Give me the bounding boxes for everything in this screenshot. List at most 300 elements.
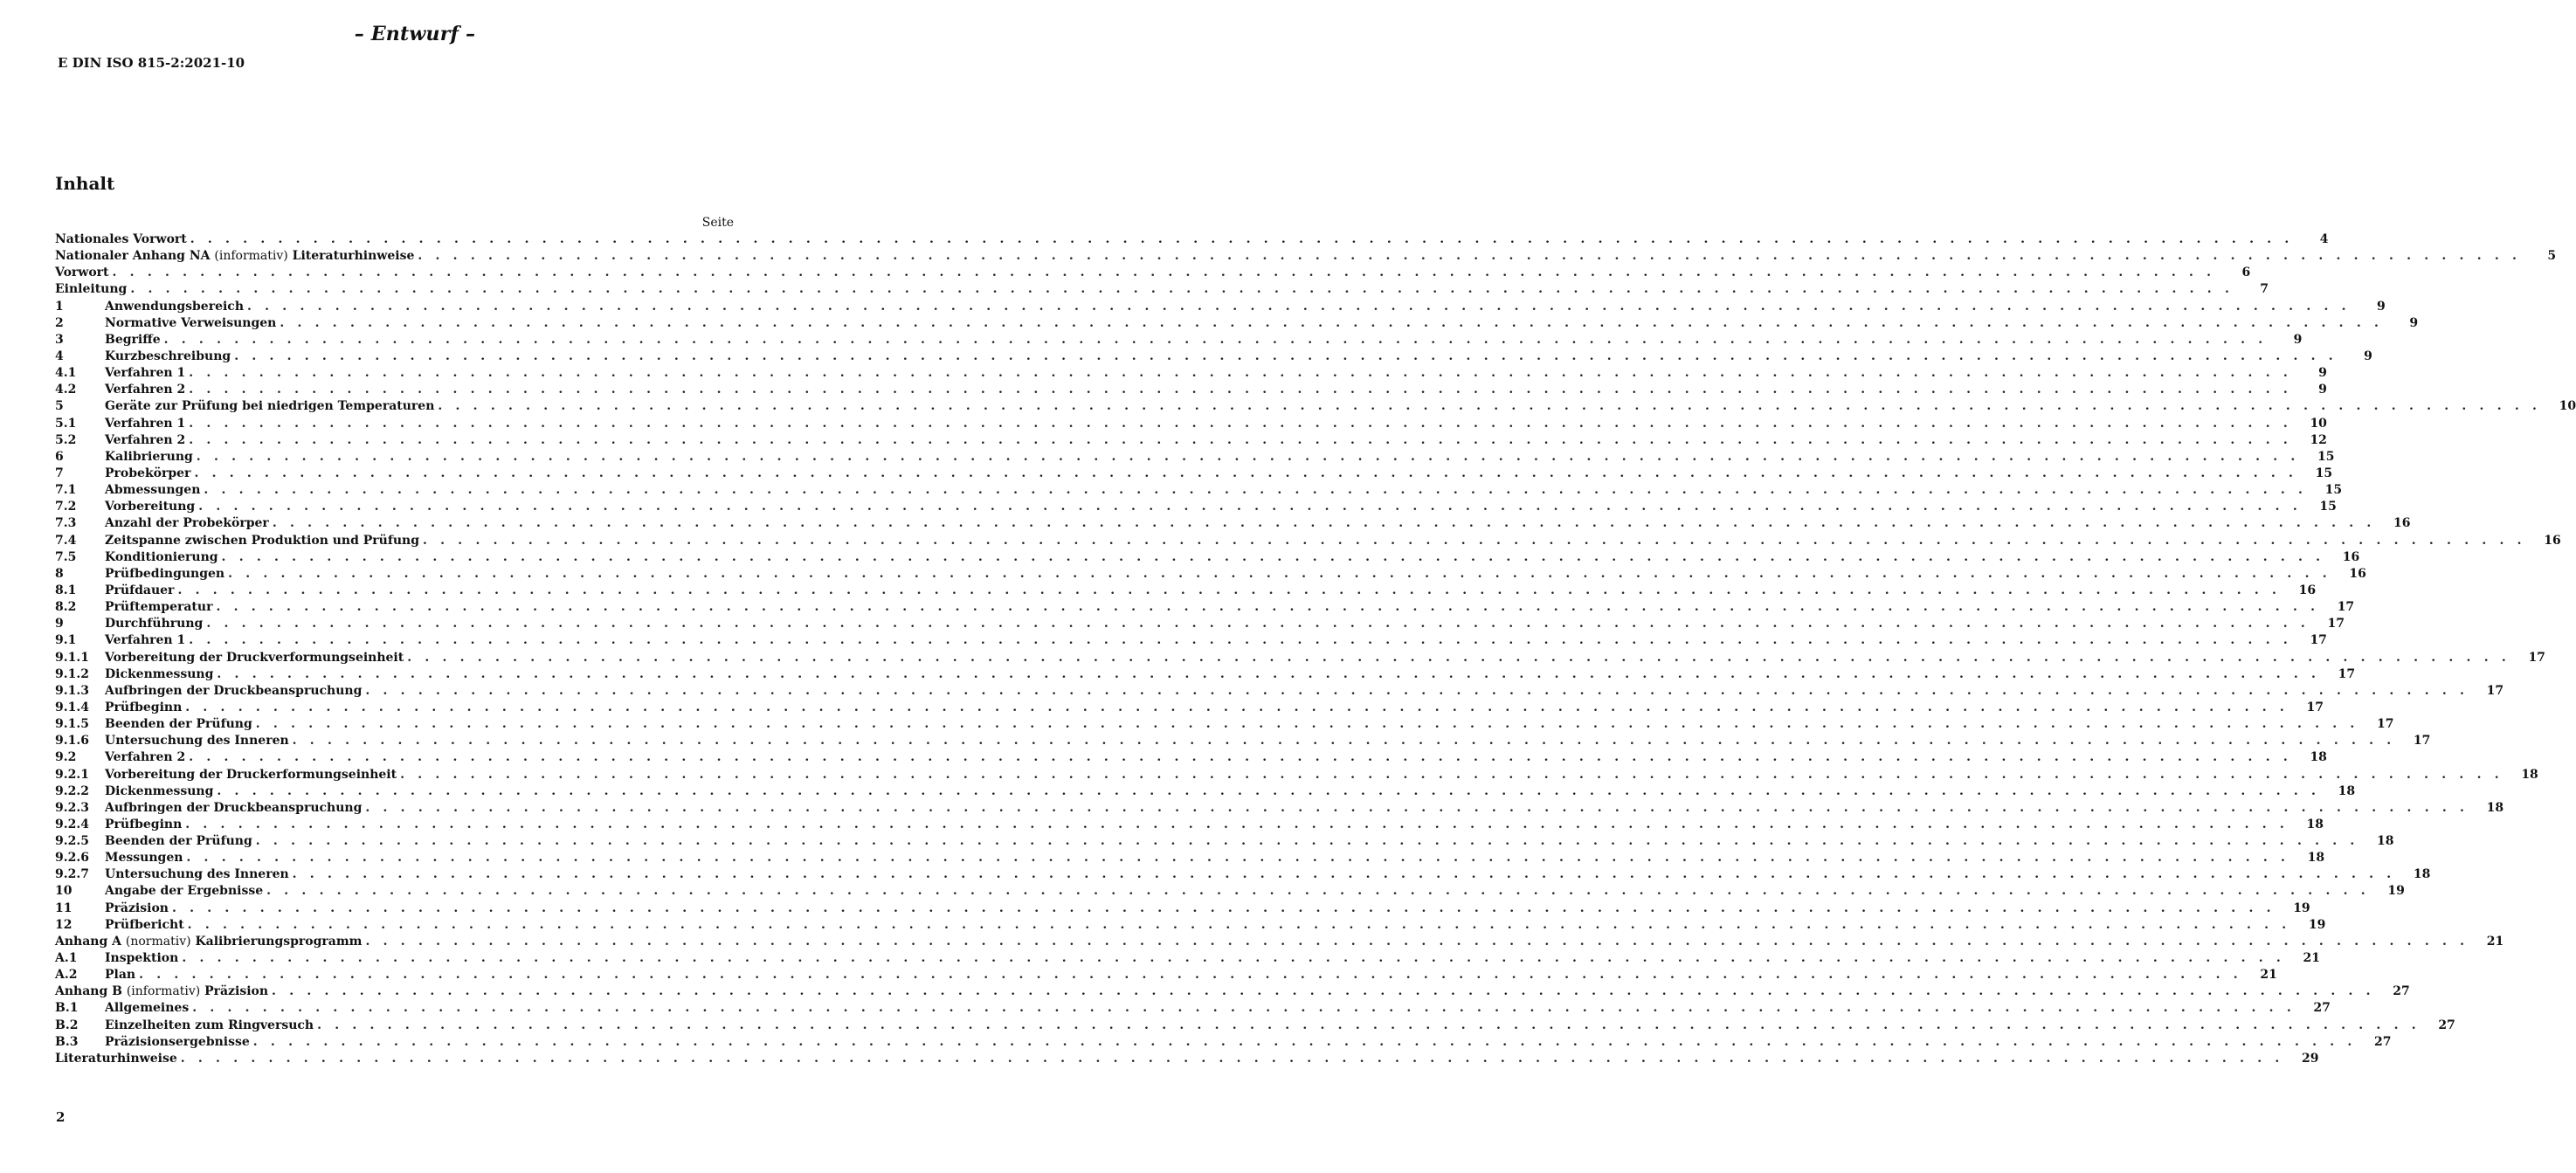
toc-entry-title <box>105 632 189 649</box>
toc-entry-number: 11 <box>55 900 73 915</box>
toc-entry-title <box>55 281 130 298</box>
toc-entry-page: 17 <box>2310 633 2327 648</box>
toc-entry-number: 7.2 <box>55 500 77 514</box>
toc-entry[interactable] <box>55 315 2419 332</box>
toc-entry-number: 5.2 <box>55 432 77 447</box>
dot-leader: . . . . . . . . . . . . . . . . . . . . . . . . . . . . . . . . . . . . . . . . . . . . . . . . . . . . . . . . . . . . . . . . . . . . . . . . . . . . . . . . . . . . . . . . . . . . . . . . . . . . . . . . . . . . . . . . . . . . . . . . <box>163 332 2268 347</box>
toc-entry-title-text: Vorbereitung der Druckverformungseinheit <box>105 650 404 665</box>
toc-entry-page: 4 <box>2319 232 2329 246</box>
toc-entry[interactable] <box>55 1051 2319 1067</box>
dot-leader: . . . . . . . . . . . . . . . . . . . . . . . . . . . . . . . . . . . . . . . . . . . . . . . . . . . . . . . . . . . . . . . . . . . . . . . . . . . . . . . . . . . . . . . . . . . . . . . . . . . . . . . . . . . . . . . . . . . . . . . . <box>217 783 2321 798</box>
dot-leader: . . . . . . . . . . . . . . . . . . . . . . . . . . . . . . . . . . . . . . . . . . . . . . . . . . . . . . . . . . . . . . . . . . . . . . . . . . . . . . . . . . . . . . . . . . . . . . . . . . . . . . . . . . . . . . . . . . . . . . . . <box>407 650 2510 665</box>
toc-entry-number: 9.1.3 <box>55 683 89 698</box>
toc-entry[interactable] <box>55 248 2557 265</box>
dot-leader: . . . . . . . . . . . . . . . . . . . . . . . . . . . . . . . . . . . . . . . . . . . . . . . . . . . . . . . . . . . . . . . . . . . . . . . . . . . . . . . . . . . . . . . . . . . . . . . . . . . . . . . . . . . . . . . . . . . . . . . . <box>228 566 2331 581</box>
dot-leader: . . . . . . . . . . . . . . . . . . . . . . . . . . . . . . . . . . . . . . . . . . . . . . . . . . . . . . . . . . . . . . . . . . . . . . . . . . . . . . . . . . . . . . . . . . . . . . . . . . . . . . . . . . . . . . . . . . . . . . . . <box>194 466 2298 480</box>
dot-leader: . . . . . . . . . . . . . . . . . . . . . . . . . . . . . . . . . . . . . . . . . . . . . . . . . . . . . . . . . . . . . . . . . . . . . . . . . . . . . . . . . . . . . . . . . . . . . . . . . . . . . . . . . . . . . . . . . . . . . . . . <box>112 266 2216 280</box>
toc-entry-number: 7 <box>55 466 64 480</box>
toc-entry-title-text: Anhang A <box>55 934 121 949</box>
toc-entry-title-text: Verfahren 2 <box>105 750 186 765</box>
toc-entry-page: 27 <box>2393 984 2410 999</box>
toc-entry-page: 21 <box>2486 934 2504 949</box>
document-id: E DIN ISO 815-2:2021-10 <box>58 55 245 71</box>
toc-entry-title <box>105 749 189 766</box>
toc-entry-title <box>105 783 217 800</box>
toc-entry-title <box>105 566 228 583</box>
toc-entry[interactable] <box>55 934 2504 950</box>
toc-entry-title-text: Inspektion <box>105 951 179 966</box>
dot-leader: . . . . . . . . . . . . . . . . . . . . . . . . . . . . . . . . . . . . . . . . . . . . . . . . . . . . . . . . . . . . . . . . . . . . . . . . . . . . . . . . . . . . . . . . . . . . . . . . . . . . . . . . . . . . . . . . . . . . . . . . <box>292 867 2396 882</box>
toc-entry-page: 17 <box>2327 617 2345 631</box>
toc-entry[interactable] <box>55 900 2310 917</box>
toc-entry-page: 18 <box>2377 834 2394 849</box>
toc-entry-number: 9.2 <box>55 750 77 765</box>
toc-entry-title <box>105 800 365 817</box>
toc-entry-page: 21 <box>2303 951 2321 966</box>
toc-entry[interactable] <box>55 583 2317 599</box>
toc-entry-number: 7.1 <box>55 483 77 498</box>
toc-entry[interactable] <box>55 700 2324 716</box>
toc-entry-title <box>105 332 164 348</box>
toc-entry[interactable] <box>55 533 2561 549</box>
dot-leader: . . . . . . . . . . . . . . . . . . . . . . . . . . . . . . . . . . . . . . . . . . . . . . . . . . . . . . . . . . . . . . . . . . . . . . . . . . . . . . . . . . . . . . . . . . . . . . . . . . . . . . . . . . . . . . . . . . . . . . . . <box>139 968 2242 983</box>
toc-entry-number: 9.1.2 <box>55 666 89 681</box>
toc-entry-title-text: Literaturhinweise <box>55 1051 177 1066</box>
toc-entry-number: 9.2.3 <box>55 800 89 815</box>
dot-leader: . . . . . . . . . . . . . . . . . . . . . . . . . . . . . . . . . . . . . . . . . . . . . . . . . . . . . . . . . . . . . . . . . . . . . . . . . . . . . . . . . . . . . . . . . . . . . . . . . . . . . . . . . . . . . . . . . . . . . . . . <box>186 851 2290 866</box>
toc-entry-number: 9.2.7 <box>55 867 89 882</box>
dot-leader: . . . . . . . . . . . . . . . . . . . . . . . . . . . . . . . . . . . . . . . . . . . . . . . . . . . . . . . . . . . . . . . . . . . . . . . . . . . . . . . . . . . . . . . . . . . . . . . . . . . . . . . . . . . . . . . . . . . . . . . . <box>280 315 2384 330</box>
toc-entry-number: 9.2.1 <box>55 767 89 782</box>
toc-entry-title <box>105 599 216 616</box>
toc-entry-title <box>105 833 256 850</box>
toc-entry[interactable] <box>55 416 2327 432</box>
toc-entry-title-text: Anzahl der Probekörper <box>105 516 269 531</box>
toc-entry[interactable] <box>55 382 2327 398</box>
dot-leader: . . . . . . . . . . . . . . . . . . . . . . . . . . . . . . . . . . . . . . . . . . . . . . . . . . . . . . . . . . . . . . . . . . . . . . . . . . . . . . . . . . . . . . . . . . . . . . . . . . . . . . . . . . . . . . . . . . . . . . . . <box>234 348 2338 363</box>
toc-entry-title-text: Prüfbeginn <box>105 817 183 831</box>
toc-entry-number: A.2 <box>55 968 78 983</box>
toc-entry-title <box>105 850 186 866</box>
toc-entry-title-text: Verfahren 1 <box>105 366 186 381</box>
toc-entry[interactable] <box>55 299 2386 315</box>
toc-entry-title <box>105 883 266 900</box>
toc-entry-title <box>105 917 188 934</box>
toc-entry[interactable] <box>55 482 2343 499</box>
toc-entry-title <box>55 983 272 1000</box>
dot-leader: . . . . . . . . . . . . . . . . . . . . . . . . . . . . . . . . . . . . . . . . . . . . . . . . . . . . . . . . . . . . . . . . . . . . . . . . . . . . . . . . . . . . . . . . . . . . . . . . . . . . . . . . . . . . . . . . . . . . . . . . <box>189 366 2292 381</box>
dot-leader: . . . . . . . . . . . . . . . . . . . . . . . . . . . . . . . . . . . . . . . . . . . . . . . . . . . . . . . . . . . . . . . . . . . . . . . . . . . . . . . . . . . . . . . . . . . . . . . . . . . . . . . . . . . . . . . . . . . . . . . . <box>187 917 2291 932</box>
toc-entry-page: 9 <box>2376 299 2386 314</box>
toc-entry-page: 21 <box>2260 968 2277 983</box>
toc-entry-page: 7 <box>2260 282 2269 297</box>
toc-entry-number: 9.1 <box>55 633 77 648</box>
toc-entry-number: 9 <box>55 617 64 631</box>
toc-entry[interactable] <box>55 566 2366 583</box>
dot-leader: . . . . . . . . . . . . . . . . . . . . . . . . . . . . . . . . . . . . . . . . . . . . . . . . . . . . . . . . . . . . . . . . . . . . . . . . . . . . . . . . . . . . . . . . . . . . . . . . . . . . . . . . . . . . . . . . . . . . . . . . <box>180 1051 2284 1066</box>
toc-page-column-label: Seite <box>701 216 734 230</box>
toc-entry-title-text: Beenden der Prüfung <box>105 717 252 732</box>
toc-entry[interactable] <box>55 817 2324 833</box>
toc-entry-title <box>105 499 198 515</box>
toc-entry-title-text: Nationaler Anhang NA <box>55 249 211 264</box>
toc-entry-title-text: Präzision <box>105 900 169 915</box>
toc-entry[interactable] <box>55 1000 2331 1017</box>
toc-entry-title-text: Dickenmessung <box>105 783 214 798</box>
toc-entry-page: 16 <box>2298 583 2317 597</box>
toc-entry-page: 15 <box>2319 500 2337 514</box>
toc-entry-page: 16 <box>2349 566 2366 581</box>
toc-entry-number: 4 <box>55 348 64 363</box>
dot-leader: . . . . . . . . . . . . . . . . . . . . . . . . . . . . . . . . . . . . . . . . . . . . . . . . . . . . . . . . . . . . . . . . . . . . . . . . . . . . . . . . . . . . . . . . . . . . . . . . . . . . . . . . . . . . . . . . . . . . . . . . <box>189 633 2292 648</box>
toc-entry-page: 9 <box>2318 366 2327 381</box>
toc-entry-page: 15 <box>2315 466 2333 480</box>
toc-entry-number: 9.2.5 <box>55 834 89 849</box>
toc-entry-page: 19 <box>2308 917 2326 932</box>
toc-entry-title <box>105 398 438 415</box>
toc-entry-page: 18 <box>2307 851 2325 866</box>
toc-entry-title <box>105 432 189 449</box>
toc-entry-number: 2 <box>55 315 64 330</box>
dot-leader: . . . . . . . . . . . . . . . . . . . . . . . . . . . . . . . . . . . . . . . . . . . . . . . . . . . . . . . . . . . . . . . . . . . . . . . . . . . . . . . . . . . . . . . . . . . . . . . . . . . . . . . . . . . . . . . . . . . . . . . . <box>438 399 2542 414</box>
toc-entry[interactable] <box>55 666 2356 683</box>
toc-entry-title-text: Prüfbericht <box>105 917 184 932</box>
toc-entry-title <box>55 1051 181 1067</box>
toc-entry-title <box>105 416 189 432</box>
toc-entry[interactable] <box>55 466 2333 482</box>
dot-leader: . . . . . . . . . . . . . . . . . . . . . . . . . . . . . . . . . . . . . . . . . . . . . . . . . . . . . . . . . . . . . . . . . . . . . . . . . . . . . . . . . . . . . . . . . . . . . . . . . . . . . . . . . . . . . . . . . . . . . . . . <box>247 299 2351 314</box>
toc-entry-title-text: Vorbereitung <box>105 500 196 514</box>
toc-entry-title <box>105 1000 192 1017</box>
toc-entry-title-text: Aufbringen der Druckbeanspruchung <box>105 800 363 815</box>
toc-entry-title <box>55 265 113 281</box>
toc-entry-title <box>105 549 222 566</box>
toc-entry-annex-title: Kalibrierungsprogramm <box>195 934 363 949</box>
toc-entry-title-text: Probekörper <box>105 466 191 480</box>
toc-entry-page: 16 <box>2342 549 2360 564</box>
toc-entry[interactable] <box>55 281 2269 298</box>
toc-entry-title-text: Konditionierung <box>105 549 218 564</box>
toc-entry[interactable] <box>55 332 2303 348</box>
dot-leader: . . . . . . . . . . . . . . . . . . . . . . . . . . . . . . . . . . . . . . . . . . . . . . . . . . . . . . . . . . . . . . . . . . . . . . . . . . . . . . . . . . . . . . . . . . . . . . . . . . . . . . . . . . . . . . . . . . . . . . . . <box>206 617 2310 631</box>
toc-entry-page: 18 <box>2310 750 2327 765</box>
toc-entry-title <box>55 248 418 265</box>
toc-entry-title-text: Nationales Vorwort <box>55 232 187 246</box>
toc-entry-page: 27 <box>2313 1001 2331 1016</box>
toc-entry-title <box>105 299 247 315</box>
dot-leader: . . . . . . . . . . . . . . . . . . . . . . . . . . . . . . . . . . . . . . . . . . . . . . . . . . . . . . . . . . . . . . . . . . . . . . . . . . . . . . . . . . . . . . . . . . . . . . . . . . . . . . . . . . . . . . . . . . . . . . . . <box>204 483 2308 498</box>
dot-leader: . . . . . . . . . . . . . . . . . . . . . . . . . . . . . . . . . . . . . . . . . . . . . . . . . . . . . . . . . . . . . . . . . . . . . . . . . . . . . . . . . . . . . . . . . . . . . . . . . . . . . . . . . . . . . . . . . . . . . . . . <box>400 767 2503 782</box>
toc-entry[interactable] <box>55 1018 2455 1034</box>
toc-entry-title-text: Aufbringen der Druckbeanspruchung <box>105 683 363 698</box>
toc-entry-title <box>105 1018 317 1034</box>
toc-entry[interactable] <box>55 967 2277 983</box>
dot-leader: . . . . . . . . . . . . . . . . . . . . . . . . . . . . . . . . . . . . . . . . . . . . . . . . . . . . . . . . . . . . . . . . . . . . . . . . . . . . . . . . . . . . . . . . . . . . . . . . . . . . . . . . . . . . . . . . . . . . . . . . <box>189 432 2292 447</box>
toc-entry-title-text: Einleitung <box>55 282 128 297</box>
toc-entry-title-text: Abmessungen <box>105 483 201 498</box>
dot-leader: . . . . . . . . . . . . . . . . . . . . . . . . . . . . . . . . . . . . . . . . . . . . . . . . . . . . . . . . . . . . . . . . . . . . . . . . . . . . . . . . . . . . . . . . . . . . . . . . . . . . . . . . . . . . . . . . . . . . . . . . <box>190 232 2294 246</box>
toc-entry-page: 18 <box>2486 800 2504 815</box>
toc-entry-title <box>105 466 194 482</box>
toc-entry[interactable] <box>55 683 2504 700</box>
toc-entry[interactable] <box>55 1034 2392 1051</box>
toc-entry-page: 15 <box>2324 483 2343 498</box>
toc-entry-title-text: Untersuchung des Inneren <box>105 867 289 882</box>
dot-leader: . . . . . . . . . . . . . . . . . . . . . . . . . . . . . . . . . . . . . . . . . . . . . . . . . . . . . . . . . . . . . . . . . . . . . . . . . . . . . . . . . . . . . . . . . . . . . . . . . . . . . . . . . . . . . . . . . . . . . . . . <box>196 449 2300 464</box>
dot-leader: . . . . . . . . . . . . . . . . . . . . . . . . . . . . . . . . . . . . . . . . . . . . . . . . . . . . . . . . . . . . . . . . . . . . . . . . . . . . . . . . . . . . . . . . . . . . . . . . . . . . . . . . . . . . . . . . . . . . . . . . <box>217 666 2321 681</box>
toc-entry-title <box>105 449 197 466</box>
dot-leader: . . . . . . . . . . . . . . . . . . . . . . . . . . . . . . . . . . . . . . . . . . . . . . . . . . . . . . . . . . . . . . . . . . . . . . . . . . . . . . . . . . . . . . . . . . . . . . . . . . . . . . . . . . . . . . . . . . . . . . . . <box>317 1018 2421 1032</box>
toc-entry-title-text: Plan <box>105 968 136 983</box>
toc-entry-page: 10 <box>2310 416 2327 431</box>
toc-entry-title-text: Geräte zur Prüfung bei niedrigen Temperaturen <box>105 399 435 414</box>
toc-entry-number: 9.2.6 <box>55 851 89 866</box>
toc-entry-title <box>105 482 204 499</box>
dot-leader: . . . . . . . . . . . . . . . . . . . . . . . . . . . . . . . . . . . . . . . . . . . . . . . . . . . . . . . . . . . . . . . . . . . . . . . . . . . . . . . . . . . . . . . . . . . . . . . . . . . . . . . . . . . . . . . . . . . . . . . . <box>365 934 2469 949</box>
toc-entry-title-text: Prüfdauer <box>105 583 175 597</box>
toc-entry-title <box>105 866 293 883</box>
toc-entry-page: 17 <box>2486 683 2504 698</box>
toc-entry[interactable] <box>55 950 2321 967</box>
toc-entry-number: 6 <box>55 449 64 464</box>
toc-entry-number: A.1 <box>55 951 78 966</box>
toc-entry-title <box>55 934 366 950</box>
dot-leader: . . . . . . . . . . . . . . . . . . . . . . . . . . . . . . . . . . . . . . . . . . . . . . . . . . . . . . . . . . . . . . . . . . . . . . . . . . . . . . . . . . . . . . . . . . . . . . . . . . . . . . . . . . . . . . . . . . . . . . . . <box>423 533 2526 548</box>
toc-entry-page: 17 <box>2337 600 2355 615</box>
toc-entry-title <box>105 616 206 632</box>
toc-entry-number: 8.2 <box>55 600 77 615</box>
dot-leader: . . . . . . . . . . . . . . . . . . . . . . . . . . . . . . . . . . . . . . . . . . . . . . . . . . . . . . . . . . . . . . . . . . . . . . . . . . . . . . . . . . . . . . . . . . . . . . . . . . . . . . . . . . . . . . . . . . . . . . . . <box>365 800 2469 815</box>
toc-entry-title <box>105 515 273 532</box>
dot-leader: . . . . . . . . . . . . . . . . . . . . . . . . . . . . . . . . . . . . . . . . . . . . . . . . . . . . . . . . . . . . . . . . . . . . . . . . . . . . . . . . . . . . . . . . . . . . . . . . . . . . . . . . . . . . . . . . . . . . . . . . <box>272 984 2375 999</box>
toc-entry-title <box>105 950 182 967</box>
toc-entry[interactable] <box>55 783 2356 800</box>
toc-entry-title-text: Verfahren 1 <box>105 416 186 431</box>
toc-entry[interactable] <box>55 515 2411 532</box>
dot-leader: . . . . . . . . . . . . . . . . . . . . . . . . . . . . . . . . . . . . . . . . . . . . . . . . . . . . . . . . . . . . . . . . . . . . . . . . . . . . . . . . . . . . . . . . . . . . . . . . . . . . . . . . . . . . . . . . . . . . . . . . <box>272 516 2376 531</box>
toc-entry-annex-title: Literaturhinweise <box>292 249 415 264</box>
dot-leader: . . . . . . . . . . . . . . . . . . . . . . . . . . . . . . . . . . . . . . . . . . . . . . . . . . . . . . . . . . . . . . . . . . . . . . . . . . . . . . . . . . . . . . . . . . . . . . . . . . . . . . . . . . . . . . . . . . . . . . . . <box>192 1001 2296 1016</box>
toc-entry-number: 8.1 <box>55 583 77 597</box>
toc-entry-title-text: Verfahren 1 <box>105 633 186 648</box>
toc-entry-number: 3 <box>55 332 64 347</box>
toc-entry-page: 9 <box>2318 383 2327 397</box>
toc-entry-title <box>105 967 139 983</box>
table-of-contents <box>55 231 2576 1067</box>
toc-entry[interactable] <box>55 265 2251 281</box>
toc-entry-page: 18 <box>2521 767 2538 782</box>
toc-entry-annex-title: Präzision <box>204 984 269 999</box>
toc-entry-title <box>105 700 185 716</box>
toc-entry-title-text: Prüftemperatur <box>105 600 213 615</box>
dot-leader: . . . . . . . . . . . . . . . . . . . . . . . . . . . . . . . . . . . . . . . . . . . . . . . . . . . . . . . . . . . . . . . . . . . . . . . . . . . . . . . . . . . . . . . . . . . . . . . . . . . . . . . . . . . . . . . . . . . . . . . . <box>177 583 2282 597</box>
toc-entry-page: 16 <box>2393 516 2411 531</box>
toc-entry-title-text: Beenden der Prüfung <box>105 834 252 849</box>
toc-entry-title <box>105 733 293 749</box>
dot-leader: . . . . . . . . . . . . . . . . . . . . . . . . . . . . . . . . . . . . . . . . . . . . . . . . . . . . . . . . . . . . . . . . . . . . . . . . . . . . . . . . . . . . . . . . . . . . . . . . . . . . . . . . . . . . . . . . . . . . . . . . <box>189 750 2292 765</box>
toc-entry-page: 18 <box>2413 867 2431 882</box>
toc-entry-title <box>105 817 185 833</box>
toc-entry[interactable] <box>55 983 2410 1000</box>
toc-entry-title <box>105 767 400 783</box>
toc-entry[interactable] <box>55 616 2345 632</box>
toc-entry-page: 15 <box>2317 449 2335 464</box>
toc-entry-title-text: Anhang B <box>55 984 122 999</box>
dot-leader: . . . . . . . . . . . . . . . . . . . . . . . . . . . . . . . . . . . . . . . . . . . . . . . . . . . . . . . . . . . . . . . . . . . . . . . . . . . . . . . . . . . . . . . . . . . . . . . . . . . . . . . . . . . . . . . . . . . . . . . . <box>418 249 2522 264</box>
toc-entry-number: 12 <box>55 917 73 932</box>
toc-entry-number: 9.1.6 <box>55 734 89 749</box>
toc-entry-title-text: Verfahren 2 <box>105 383 186 397</box>
toc-entry[interactable] <box>55 599 2355 616</box>
toc-entry[interactable] <box>55 348 2372 365</box>
toc-entry-number: B.1 <box>55 1001 79 1016</box>
toc-entry-title-text: Begriffe <box>105 332 161 347</box>
toc-entry-title-text: Durchführung <box>105 617 204 631</box>
toc-entry-number: 10 <box>55 884 73 899</box>
toc-entry[interactable] <box>55 800 2504 817</box>
toc-entry-title-text: Einzelheiten zum Ringversuch <box>105 1018 314 1032</box>
toc-entry[interactable] <box>55 499 2337 515</box>
toc-entry[interactable] <box>55 749 2327 766</box>
toc-entry-title-text: Vorwort <box>55 266 109 280</box>
toc-entry-page: 27 <box>2374 1034 2392 1049</box>
toc-entry-page: 10 <box>2559 399 2576 414</box>
toc-entry-page: 9 <box>2409 315 2419 330</box>
toc-entry-number: 7.3 <box>55 516 77 531</box>
toc-entry-title-text: Vorbereitung der Druckerformungseinheit <box>105 767 397 782</box>
page-number: 2 <box>56 1109 66 1125</box>
toc-entry-number: 9.2.4 <box>55 817 89 831</box>
toc-entry[interactable] <box>55 917 2326 934</box>
toc-entry-page: 17 <box>2413 734 2431 749</box>
dot-leader: . . . . . . . . . . . . . . . . . . . . . . . . . . . . . . . . . . . . . . . . . . . . . . . . . . . . . . . . . . . . . . . . . . . . . . . . . . . . . . . . . . . . . . . . . . . . . . . . . . . . . . . . . . . . . . . . . . . . . . . . <box>266 884 2370 899</box>
dot-leader: . . . . . . . . . . . . . . . . . . . . . . . . . . . . . . . . . . . . . . . . . . . . . . . . . . . . . . . . . . . . . . . . . . . . . . . . . . . . . . . . . . . . . . . . . . . . . . . . . . . . . . . . . . . . . . . . . . . . . . . . <box>189 383 2292 397</box>
dot-leader: . . . . . . . . . . . . . . . . . . . . . . . . . . . . . . . . . . . . . . . . . . . . . . . . . . . . . . . . . . . . . . . . . . . . . . . . . . . . . . . . . . . . . . . . . . . . . . . . . . . . . . . . . . . . . . . . . . . . . . . . <box>189 416 2292 431</box>
dot-leader: . . . . . . . . . . . . . . . . . . . . . . . . . . . . . . . . . . . . . . . . . . . . . . . . . . . . . . . . . . . . . . . . . . . . . . . . . . . . . . . . . . . . . . . . . . . . . . . . . . . . . . . . . . . . . . . . . . . . . . . . <box>365 683 2469 698</box>
toc-entry-title-text: Untersuchung des Inneren <box>105 734 289 749</box>
toc-entry[interactable] <box>55 549 2360 566</box>
toc-entry-number: 4.1 <box>55 366 77 381</box>
toc-entry-page: 9 <box>2293 332 2303 347</box>
toc-entry-page: 27 <box>2438 1018 2455 1032</box>
toc-entry-title <box>105 683 365 700</box>
toc-entry-page: 17 <box>2377 717 2394 732</box>
toc-entry-title <box>105 382 189 398</box>
toc-entry-title-text: Prüfbeginn <box>105 700 183 714</box>
toc-entry[interactable] <box>55 767 2538 783</box>
toc-entry-annex-type: (normativ) <box>125 934 191 949</box>
toc-entry-title <box>105 900 172 917</box>
dot-leader: . . . . . . . . . . . . . . . . . . . . . . . . . . . . . . . . . . . . . . . . . . . . . . . . . . . . . . . . . . . . . . . . . . . . . . . . . . . . . . . . . . . . . . . . . . . . . . . . . . . . . . . . . . . . . . . . . . . . . . . . <box>130 282 2234 297</box>
toc-entry[interactable] <box>55 231 2329 248</box>
toc-entry[interactable] <box>55 866 2431 883</box>
toc-entry-number: B.2 <box>55 1018 79 1032</box>
toc-entry-title <box>55 231 190 248</box>
dot-leader: . . . . . . . . . . . . . . . . . . . . . . . . . . . . . . . . . . . . . . . . . . . . . . . . . . . . . . . . . . . . . . . . . . . . . . . . . . . . . . . . . . . . . . . . . . . . . . . . . . . . . . . . . . . . . . . . . . . . . . . . <box>292 734 2396 749</box>
toc-entry[interactable] <box>55 432 2327 449</box>
toc-entry-number: 5 <box>55 399 64 414</box>
toc-entry-page: 18 <box>2338 783 2356 798</box>
toc-entry-title <box>105 1034 253 1051</box>
toc-entry[interactable] <box>55 883 2405 900</box>
dot-leader: . . . . . . . . . . . . . . . . . . . . . . . . . . . . . . . . . . . . . . . . . . . . . . . . . . . . . . . . . . . . . . . . . . . . . . . . . . . . . . . . . . . . . . . . . . . . . . . . . . . . . . . . . . . . . . . . . . . . . . . . <box>216 600 2320 615</box>
toc-entry-number: 8 <box>55 566 64 581</box>
toc-entry-title-text: Kurzbeschreibung <box>105 348 231 363</box>
toc-entry-number: 9.1.1 <box>55 650 89 665</box>
toc-entry-page: 18 <box>2306 817 2324 831</box>
toc-entry-annex-type: (informativ) <box>126 984 201 999</box>
toc-entry-page: 9 <box>2364 348 2372 363</box>
toc-entry[interactable] <box>55 632 2327 649</box>
toc-entry-page: 12 <box>2310 432 2327 447</box>
toc-entry-page: 17 <box>2528 650 2545 665</box>
dot-leader: . . . . . . . . . . . . . . . . . . . . . . . . . . . . . . . . . . . . . . . . . . . . . . . . . . . . . . . . . . . . . . . . . . . . . . . . . . . . . . . . . . . . . . . . . . . . . . . . . . . . . . . . . . . . . . . . . . . . . . . . <box>221 549 2325 564</box>
toc-entry-number: 9.1.4 <box>55 700 89 714</box>
toc-entry[interactable] <box>55 650 2545 666</box>
toc-entry[interactable] <box>55 733 2431 749</box>
toc-entry-title <box>105 666 217 683</box>
toc-heading: Inhalt <box>55 173 115 194</box>
toc-entry-title-text: Prüfbedingungen <box>105 566 225 581</box>
toc-entry-number: 9.2.2 <box>55 783 89 798</box>
toc-entry-number: 4.2 <box>55 383 77 397</box>
toc-entry-title-text: Normative Verweisungen <box>105 315 277 330</box>
toc-entry-title-text: Zeitspanne zwischen Produktion und Prüfung <box>105 533 420 548</box>
toc-entry-title <box>105 533 423 549</box>
toc-entry-title <box>105 583 177 599</box>
toc-entry-number: 9.1.5 <box>55 717 89 732</box>
dot-leader: . . . . . . . . . . . . . . . . . . . . . . . . . . . . . . . . . . . . . . . . . . . . . . . . . . . . . . . . . . . . . . . . . . . . . . . . . . . . . . . . . . . . . . . . . . . . . . . . . . . . . . . . . . . . . . . . . . . . . . . . <box>185 817 2289 831</box>
toc-entry-title <box>105 315 280 332</box>
toc-entry-page: 17 <box>2338 666 2356 681</box>
toc-entry[interactable] <box>55 398 2576 415</box>
draft-label: – Entwurf – <box>354 23 476 45</box>
dot-leader: . . . . . . . . . . . . . . . . . . . . . . . . . . . . . . . . . . . . . . . . . . . . . . . . . . . . . . . . . . . . . . . . . . . . . . . . . . . . . . . . . . . . . . . . . . . . . . . . . . . . . . . . . . . . . . . . . . . . . . . . <box>198 500 2302 514</box>
toc-entry-title-text: Anwendungsbereich <box>105 299 244 314</box>
dot-leader: . . . . . . . . . . . . . . . . . . . . . . . . . . . . . . . . . . . . . . . . . . . . . . . . . . . . . . . . . . . . . . . . . . . . . . . . . . . . . . . . . . . . . . . . . . . . . . . . . . . . . . . . . . . . . . . . . . . . . . . . <box>255 834 2359 849</box>
toc-entry-page: 19 <box>2387 884 2405 899</box>
toc-entry-title <box>105 650 407 666</box>
toc-entry-title-text: Messungen <box>105 851 183 866</box>
toc-entry-title <box>105 716 256 733</box>
dot-leader: . . . . . . . . . . . . . . . . . . . . . . . . . . . . . . . . . . . . . . . . . . . . . . . . . . . . . . . . . . . . . . . . . . . . . . . . . . . . . . . . . . . . . . . . . . . . . . . . . . . . . . . . . . . . . . . . . . . . . . . . <box>252 1034 2357 1049</box>
toc-entry-page: 17 <box>2306 700 2324 714</box>
toc-entry[interactable] <box>55 850 2325 866</box>
dot-leader: . . . . . . . . . . . . . . . . . . . . . . . . . . . . . . . . . . . . . . . . . . . . . . . . . . . . . . . . . . . . . . . . . . . . . . . . . . . . . . . . . . . . . . . . . . . . . . . . . . . . . . . . . . . . . . . . . . . . . . . . <box>171 900 2276 915</box>
toc-entry-title-text: Kalibrierung <box>105 449 193 464</box>
toc-entry-title-text: Präzisionsergebnisse <box>105 1034 250 1049</box>
toc-entry-title-text: Allgemeines <box>105 1001 190 1016</box>
toc-entry[interactable] <box>55 716 2394 733</box>
toc-entry-page: 16 <box>2544 533 2561 548</box>
toc-entry-number: B.3 <box>55 1034 79 1049</box>
toc-entry-title-text: Dickenmessung <box>105 666 214 681</box>
toc-entry-page: 29 <box>2301 1051 2319 1066</box>
toc-entry[interactable] <box>55 833 2394 850</box>
toc-entry-annex-type: (informativ) <box>214 249 288 264</box>
toc-entry[interactable] <box>55 365 2327 382</box>
toc-entry-title-text: Angabe der Ergebnisse <box>105 884 264 899</box>
toc-entry-page: 6 <box>2241 266 2251 280</box>
dot-leader: . . . . . . . . . . . . . . . . . . . . . . . . . . . . . . . . . . . . . . . . . . . . . . . . . . . . . . . . . . . . . . . . . . . . . . . . . . . . . . . . . . . . . . . . . . . . . . . . . . . . . . . . . . . . . . . . . . . . . . . . <box>182 951 2286 966</box>
dot-leader: . . . . . . . . . . . . . . . . . . . . . . . . . . . . . . . . . . . . . . . . . . . . . . . . . . . . . . . . . . . . . . . . . . . . . . . . . . . . . . . . . . . . . . . . . . . . . . . . . . . . . . . . . . . . . . . . . . . . . . . . <box>255 717 2359 732</box>
toc-entry-number: 1 <box>55 299 64 314</box>
toc-entry-page: 19 <box>2293 900 2310 915</box>
toc-entry-number: 7.4 <box>55 533 77 548</box>
toc-entry[interactable] <box>55 449 2335 466</box>
dot-leader: . . . . . . . . . . . . . . . . . . . . . . . . . . . . . . . . . . . . . . . . . . . . . . . . . . . . . . . . . . . . . . . . . . . . . . . . . . . . . . . . . . . . . . . . . . . . . . . . . . . . . . . . . . . . . . . . . . . . . . . . <box>185 700 2289 714</box>
toc-entry-page: 5 <box>2547 249 2557 264</box>
